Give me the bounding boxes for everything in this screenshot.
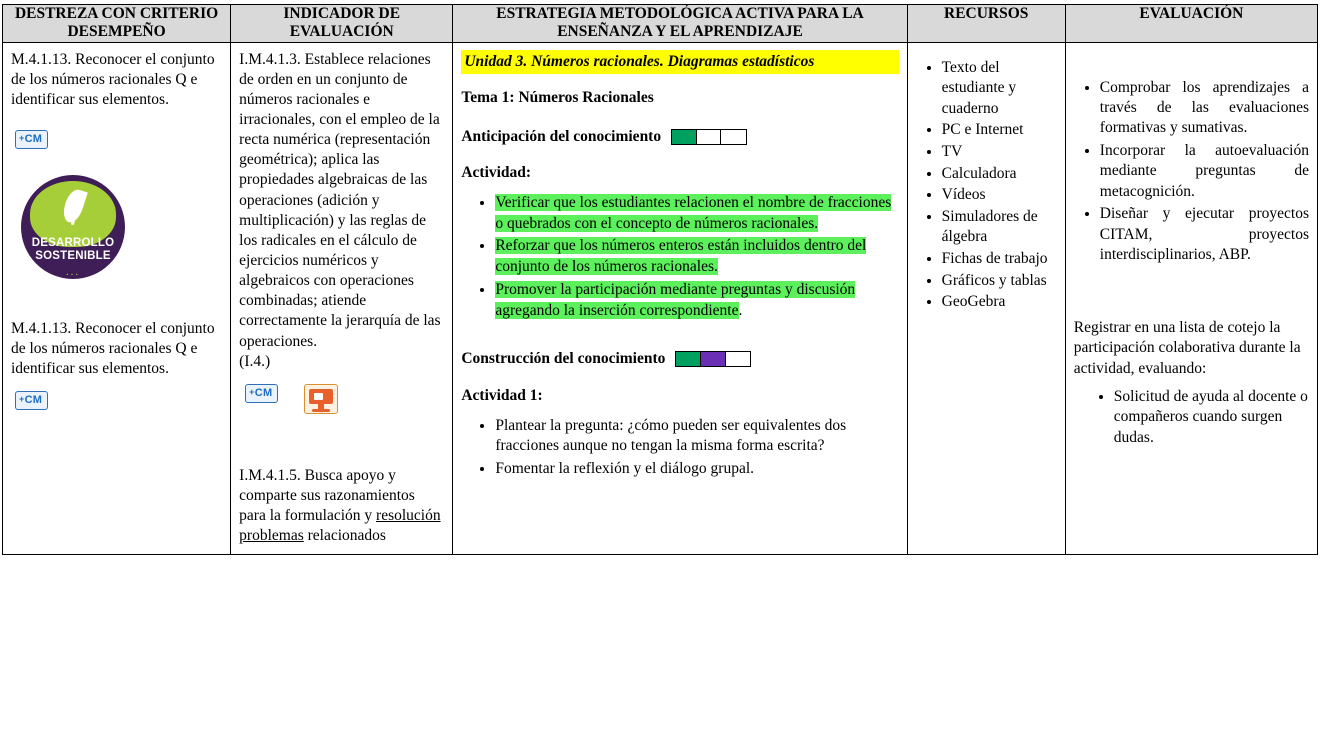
tema-title: Tema 1: Números Racionales [461,89,654,107]
curriculum-mas-icon-2 [15,391,48,410]
indicador-item-2-part3: relacionados [303,527,386,545]
screen-recording-icon [304,384,338,414]
curriculum-mas-icon [15,130,48,149]
list-item [495,236,898,278]
phase-anticipacion-label: Anticipación del conocimiento [461,127,662,145]
list-item: • Solicitud de ayuda al docente o compañeros cuando surgen dudas. [1114,387,1309,448]
cell-indicador [231,42,453,555]
indicador-item-2-underline-1: resolución [376,507,441,525]
progress-segment-1 [672,130,697,144]
phase-construccion [461,349,898,369]
logo-text [21,237,125,263]
logo-dots: ... [65,265,81,278]
column-header-destreza: DESTREZA CON CRITERIO DESEMPEÑO [3,5,231,43]
column-header-recursos: RECURSOS [907,5,1065,43]
actividad-label: Actividad: [461,163,532,181]
list-item: • Fichas de trabajo [942,249,1057,270]
list-item: • Diseñar y ejecutar proyectos CITAM, proyectos interdisciplinarios, ABP. [1100,204,1309,265]
cell-recursos [907,42,1065,555]
cell-evaluacion [1065,42,1317,555]
monitor-base-shape [312,409,330,412]
indicador-item-1: I.M.4.1.3. Establece relaciones de orden en un conjunto de números racionales e irracionales, con el empleo de la recta numérica (representación geométrica); aplica las propiedades algebraicas de las operaciones (adición y multiplicación) y las reglas de los radicales en el cálculo de ejercicios numéricos y algebraicos con operaciones combinadas; atiende correctamente la jerarquía de las operaciones. [239,50,441,350]
unidad-title-highlighted: Unidad 3. Números racionales. Diagramas estadísticos [461,50,898,75]
monitor-shape [309,389,333,404]
cm-label-3: CM [254,386,273,399]
list-item: • Comprobar los aprendizajes a través de las evaluaciones formativas y sumativas. [1100,78,1309,139]
indicador-icon-row [245,384,444,414]
cell-destreza [3,42,231,555]
indicador-item-2 [239,466,444,547]
plus-glyph-3: + [249,386,255,397]
list-item: • Texto del estudiante y cuaderno [942,58,1057,120]
spacer [461,333,898,349]
actividad-bullets-1 [461,193,898,322]
list-item: • TV [942,142,1057,163]
bullet-3-text: Promover la participación mediante preguntas y discusión agregando la inserción correspondiente [495,280,856,319]
list-item: • Plantear la pregunta: ¿cómo pueden ser equivalentes dos fracciones aunque no tengan la misma forma escrita? [495,416,898,458]
destreza-item-2: M.4.1.13. Reconocer el conjunto de los números racionales Q e identificar sus elementos. [11,319,215,378]
logo-text-line2: SOSTENIBLE [35,249,111,262]
list-item: • Gráficos y tablas [942,271,1057,292]
desarrollo-sostenible-logo-icon [21,175,125,279]
list-item: • Incorporar la autoevaluación mediante preguntas de metacognición. [1100,141,1309,202]
recursos-list [916,58,1057,313]
plus-glyph: + [19,132,25,143]
actividad-bullets-2 [461,416,898,480]
progress2-segment-3 [726,352,751,366]
column-header-estrategia: ESTRATEGIA METODOLÓGICA ACTIVA PARA LA ENSEÑANZA Y EL APRENDIZAJE [453,5,907,43]
indicador-item-2-part1: I.M.4.1.5. Busca apoyo y comparte sus razonamientos para la formulación y [239,466,415,525]
table-row [3,42,1318,555]
evaluacion-note: Registrar en una lista de cotejo la participación colaborativa durante la actividad, evaluando: [1073,318,1301,377]
list-item: • GeoGebra [942,292,1057,313]
progress2-segment-2 [701,352,726,366]
cm-label-2: CM [24,394,43,407]
list-item [495,280,898,322]
destreza-item-1: M.4.1.13. Reconocer el conjunto de los números racionales Q e identificar sus elementos. [11,50,215,108]
list-item: • Calculadora [942,164,1057,185]
list-item [495,193,898,235]
bullet-2-text: Reforzar que los números enteros están incluidos dentro del conjunto de los números racionales. [495,237,867,276]
column-header-evaluacion: EVALUACIÓN [1065,5,1317,43]
progress-segment-3 [721,130,746,144]
list-item: • Vídeos [942,185,1057,206]
bullet-1-text: Verificar que los estudiantes relacionen el nombre de fracciones o quebrados con el concepto de números racionales. [495,193,892,232]
evaluacion-sublist [1074,387,1309,448]
table-header-row [3,5,1318,43]
phase-construccion-progress [675,351,751,367]
phase-anticipacion-progress [671,129,747,145]
curriculum-mas-icon-3 [245,384,278,403]
list-item: • Simuladores de álgebra [942,207,1057,248]
progress-segment-2 [697,130,722,144]
bullet-3-trailing: . [738,301,743,319]
phase-construccion-label: Construcción del conocimiento [461,350,666,368]
cell-estrategia [453,42,907,555]
evaluacion-list [1074,78,1309,266]
progress2-segment-1 [676,352,701,366]
planning-table [2,4,1318,555]
list-item: • Fomentar la reflexión y el diálogo grupal. [495,459,898,480]
list-item: • PC e Internet [942,120,1057,141]
logo-text-line1: DESARROLLO [31,236,115,249]
indicador-item-1-ref: (I.4.) [239,352,271,370]
column-header-indicador: INDICADOR DE EVALUACIÓN [231,5,453,43]
cm-label: CM [24,132,43,145]
actividad-1-label: Actividad 1: [461,386,543,404]
cm-badge-wrapper-2 [15,389,222,410]
plus-glyph-2: + [19,394,25,405]
cm-badge-wrapper [15,128,222,149]
indicador-item-2-underline-2: problemas [239,527,304,545]
phase-anticipacion [461,127,898,147]
